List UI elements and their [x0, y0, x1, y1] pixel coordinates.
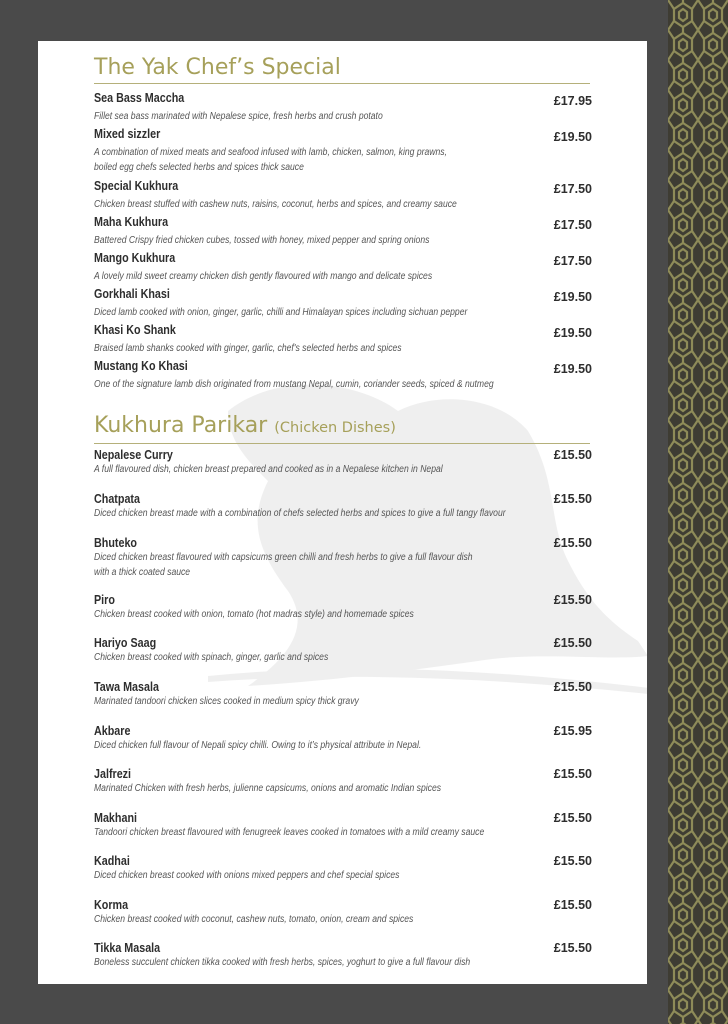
- item-name: Nepalese Curry: [94, 448, 173, 462]
- item-name: Mango Kukhura: [94, 251, 176, 265]
- item-description: One of the signature lamb dish originated from mustang Nepal, cumin, coriander seeds, spiced & nutmeg: [94, 379, 494, 390]
- item-name: Khasi Ko Shank: [94, 323, 176, 337]
- item-price: £19.50: [553, 362, 592, 376]
- item-name: Maha Kukhura: [94, 215, 169, 229]
- item-description: Chicken breast cooked with onion, tomato (hot madras style) and homemade spices: [94, 609, 414, 620]
- item-description: Chicken breast stuffed with cashew nuts, raisins, coconut, herbs and spices, and creamy sauce: [94, 199, 457, 210]
- item-description: A lovely mild sweet creamy chicken dish gently flavoured with mango and delicate spices: [94, 271, 433, 282]
- item-name: Akbare: [94, 724, 131, 738]
- item-price: £15.50: [553, 492, 592, 506]
- item-price: £15.50: [553, 680, 592, 694]
- item-name: Tawa Masala: [94, 680, 159, 694]
- item-description: A full flavoured dish, chicken breast prepared and cooked as in a Nepalese kitchen in Nepal: [94, 464, 443, 475]
- item-description: Diced chicken breast made with a combination of chefs selected herbs and spices to give a full tangy flavour: [94, 508, 506, 519]
- item-price: £15.50: [553, 941, 592, 955]
- item-description: Chicken breast cooked with spinach, ginger, garlic and spices: [94, 652, 329, 663]
- item-description: Diced chicken breast flavoured with capsicums green chilli and fresh herbs to give a full flavour dish: [94, 552, 473, 563]
- item-price: £17.95: [553, 94, 592, 108]
- chicken-heading: [94, 411, 590, 444]
- item-price: £15.50: [553, 448, 592, 462]
- item-price: £15.50: [553, 593, 592, 607]
- item-price: £15.95: [553, 724, 592, 738]
- item-description: Marinated tandoori chicken slices cooked in medium spicy thick gravy: [94, 696, 359, 707]
- chicken-subtitle: (Chicken Dishes): [274, 420, 396, 436]
- item-name: Gorkhali Khasi: [94, 287, 170, 301]
- menu-page: [38, 41, 647, 984]
- item-price: £19.50: [553, 290, 592, 304]
- specials-heading: [94, 53, 590, 84]
- item-name: Sea Bass Maccha: [94, 91, 185, 105]
- item-name: Korma: [94, 898, 129, 912]
- item-price: £19.50: [553, 130, 592, 144]
- item-description: Diced chicken full flavour of Nepali spicy chilli. Owing to it’s physical attribute in Nepal.: [94, 740, 422, 751]
- chicken-title: Kukhura Parikar: [94, 413, 268, 438]
- item-price: £15.50: [553, 811, 592, 825]
- item-name: Jalfrezi: [94, 767, 132, 781]
- specials-title: The Yak Chef’s Special: [94, 55, 341, 80]
- item-price: £15.50: [553, 854, 592, 868]
- item-price: £17.50: [553, 254, 592, 268]
- item-name: Piro: [94, 593, 115, 607]
- decorative-pattern-border: [668, 0, 728, 1024]
- item-description: Marinated Chicken with fresh herbs, julienne capsicums, onions and aromatic Indian spices: [94, 783, 442, 794]
- item-price: £15.50: [553, 536, 592, 550]
- item-description: Tandoori chicken breast flavoured with fenugreek leaves cooked in tomatoes with a mild creamy sauce: [94, 827, 485, 838]
- item-price: £17.50: [553, 218, 592, 232]
- item-price: £19.50: [553, 326, 592, 340]
- item-name: Chatpata: [94, 492, 140, 506]
- item-price: £15.50: [553, 767, 592, 781]
- item-description: Braised lamb shanks cooked with ginger, garlic, chef's selected herbs and spices: [94, 343, 402, 354]
- item-name: Mixed sizzler: [94, 127, 161, 141]
- item-name: Tikka Masala: [94, 941, 161, 955]
- item-name: Hariyo Saag: [94, 636, 157, 650]
- item-price: £15.50: [553, 636, 592, 650]
- item-name: Makhani: [94, 811, 138, 825]
- item-description: boiled egg chefs selected herbs and spices thick sauce: [94, 162, 304, 173]
- item-description: Chicken breast cooked with coconut, cashew nuts, tomato, onion, cream and spices: [94, 914, 414, 925]
- item-price: £15.50: [553, 898, 592, 912]
- item-description: Diced lamb cooked with onion, ginger, garlic, chilli and Himalayan spices including sichuan pepper: [94, 307, 468, 318]
- item-description: Boneless succulent chicken tikka cooked with fresh herbs, spices, yoghurt to give a full flavour dish: [94, 957, 471, 968]
- item-description: Fillet sea bass marinated with Nepalese spice, fresh herbs and crush potato: [94, 111, 383, 122]
- item-price: £17.50: [553, 182, 592, 196]
- item-name: Bhuteko: [94, 536, 137, 550]
- item-name: Kadhai: [94, 854, 130, 868]
- item-description: Diced chicken breast cooked with onions mixed peppers and chef special spices: [94, 870, 400, 881]
- item-name: Mustang Ko Khasi: [94, 359, 188, 373]
- item-description: A combination of mixed meats and seafood infused with lamb, chicken, salmon, king prawns,: [94, 147, 447, 158]
- item-description: with a thick coated sauce: [94, 567, 191, 578]
- item-description: Battered Crispy fried chicken cubes, tossed with honey, mixed pepper and spring onions: [94, 235, 430, 246]
- item-name: Special Kukhura: [94, 179, 179, 193]
